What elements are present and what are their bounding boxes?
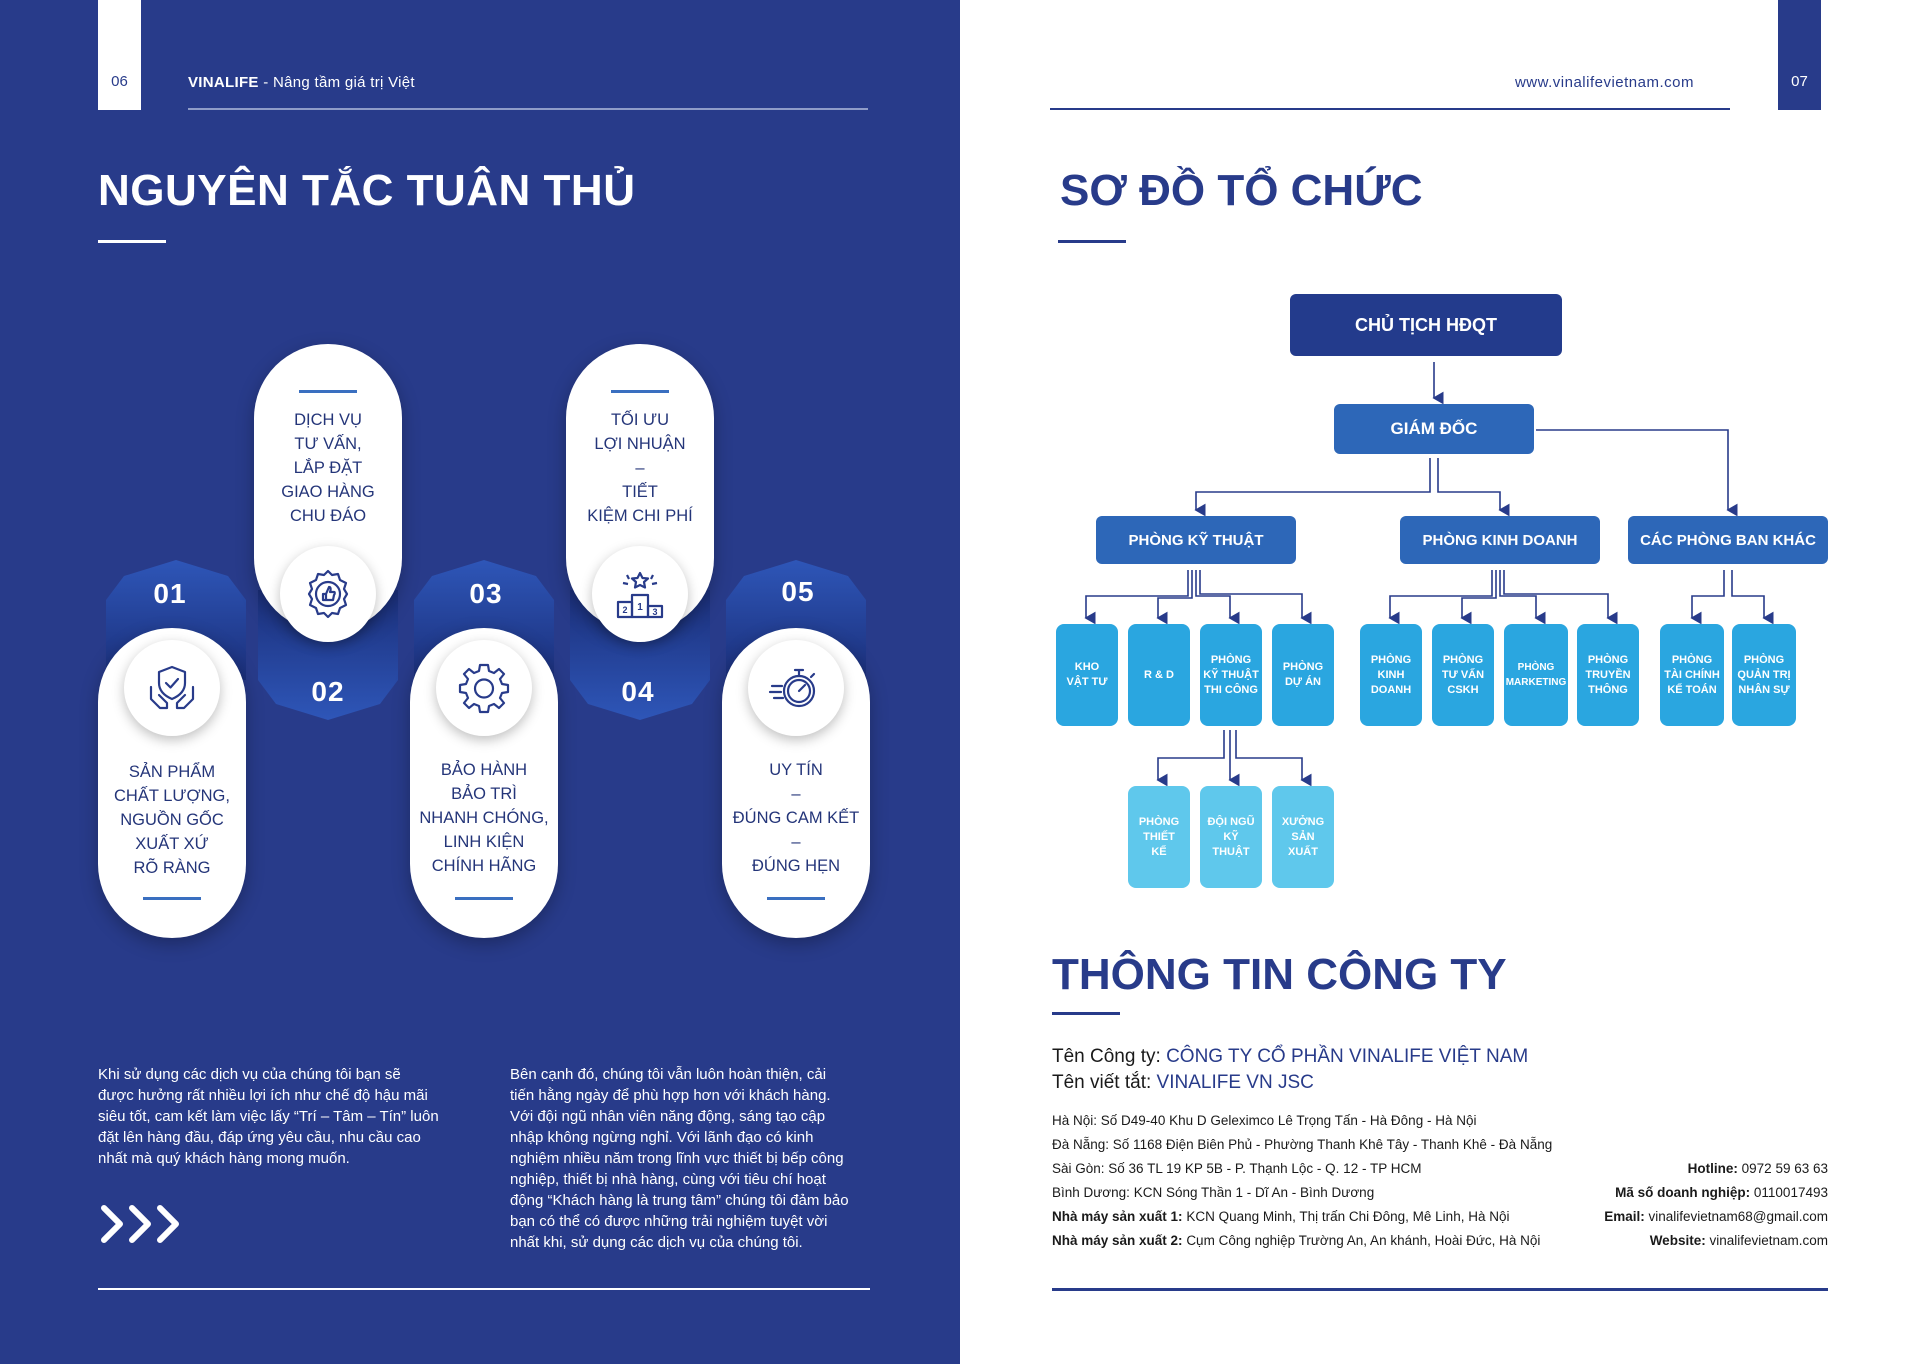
paragraph-line: Khi sử dụng các dịch vụ của chúng tôi bạn sẽ bbox=[98, 1066, 401, 1083]
principle-line: – bbox=[791, 833, 801, 851]
org-unit-customer-care bbox=[1432, 624, 1494, 726]
unit-label: THIẾT bbox=[1143, 830, 1175, 843]
unit-label: PHÒNG bbox=[1370, 653, 1412, 666]
principle-line: TIẾT bbox=[622, 483, 658, 501]
principle-line: – bbox=[791, 785, 801, 803]
page-number: 06 bbox=[98, 0, 141, 110]
principle-line: LẮP ĐẶT bbox=[293, 459, 363, 477]
address-label: Nhà máy sản xuất 2: bbox=[1052, 1233, 1187, 1248]
principle-line: SẢN PHẨM bbox=[128, 763, 216, 781]
paragraph-line: được hưởng rất nhiều lợi ích như chế độ hậu mãi bbox=[98, 1087, 428, 1104]
org-unit-tech-team bbox=[1200, 786, 1262, 888]
contact-email bbox=[1604, 1209, 1828, 1224]
right-page bbox=[960, 0, 1920, 1364]
unit-label: PHÒNG bbox=[1442, 653, 1484, 666]
chevron-arrows-icon bbox=[98, 1202, 194, 1251]
short-name: VINALIFE VN JSC bbox=[1156, 1072, 1314, 1093]
unit-label: XUẤT bbox=[1288, 845, 1318, 858]
unit-label: QUẢN TRỊ bbox=[1737, 668, 1791, 681]
unit-label: KẾ TOÁN bbox=[1667, 683, 1717, 696]
paragraph-line: Bên cạnh đó, chúng tôi vẫn luôn hoàn thiện, cải bbox=[510, 1066, 827, 1083]
contact-value: 0110017493 bbox=[1753, 1185, 1828, 1200]
principle-line: UY TÍN bbox=[769, 761, 823, 779]
unit-label: KHO bbox=[1074, 661, 1100, 673]
paragraph-line: tiến hằng ngày để phù hợp hơn với khách hàng. bbox=[510, 1087, 831, 1104]
svg-text:2: 2 bbox=[622, 605, 628, 615]
principle-line: TỐI ƯU bbox=[610, 411, 670, 429]
unit-label: ĐỘI NGŨ bbox=[1207, 815, 1255, 828]
paragraph-line: siêu tốt, cam kết làm việc lấy “Trí – Tâm – Tín” luôn bbox=[98, 1108, 439, 1125]
card-accent-line bbox=[299, 390, 357, 393]
paragraph-line: nhất khi, sử dụng các dịch vụ của chúng tôi. bbox=[510, 1234, 803, 1251]
header-divider bbox=[188, 108, 868, 110]
principle-line: RÕ RÀNG bbox=[133, 859, 211, 877]
address-label: Bình Dương: bbox=[1052, 1185, 1134, 1200]
address-label: Hà Nội: bbox=[1052, 1113, 1101, 1128]
org-box-chairman: CHỦ TỊCH HĐQT bbox=[1290, 294, 1562, 356]
contact-label: Website: bbox=[1649, 1233, 1710, 1248]
address-hanoi bbox=[1052, 1113, 1476, 1128]
principle-text bbox=[254, 408, 402, 528]
company-name-label: Tên Công ty: bbox=[1052, 1046, 1167, 1067]
org-unit-design bbox=[1128, 786, 1190, 888]
org-unit-marketing bbox=[1504, 624, 1568, 726]
principle-line: ĐÚNG HẸN bbox=[751, 857, 840, 875]
address-text: KCN Quang Minh, Thị trấn Chi Đông, Mê Linh, Hà Nội bbox=[1186, 1209, 1510, 1224]
principle-line: NHANH CHÓNG, bbox=[419, 809, 549, 827]
org-unit-finance bbox=[1660, 624, 1724, 726]
contact-label: Hotline: bbox=[1687, 1161, 1742, 1176]
page-number: 07 bbox=[1778, 0, 1821, 110]
paragraph-line: nhập không ngừng nghỉ. Với lãnh đạo có kinh bbox=[510, 1129, 814, 1146]
org-unit-sales bbox=[1360, 624, 1422, 726]
unit-label: THUẬT bbox=[1212, 845, 1250, 858]
paragraph-line: nghiệp, thiết bị nhà hàng, cùng với tiêu chí hoạt bbox=[510, 1171, 826, 1188]
contact-label: Mã số doanh nghiệp: bbox=[1615, 1185, 1754, 1200]
address-text: KCN Sóng Thần 1 - Dĩ An - Bình Dương bbox=[1133, 1185, 1375, 1200]
principle-line: CHÍNH HÃNG bbox=[431, 857, 537, 875]
principle-line: BẢO HÀNH bbox=[440, 761, 528, 779]
footer-divider bbox=[98, 1288, 870, 1290]
unit-label: PHÒNG bbox=[1282, 661, 1324, 673]
unit-label: MARKETING bbox=[1505, 677, 1567, 688]
unit-label: VẬT TƯ bbox=[1066, 676, 1108, 688]
paragraph-line: động “Khách hàng là trung tâm” chúng tôi đảm bảo bbox=[510, 1192, 849, 1209]
unit-label: KINH bbox=[1377, 668, 1405, 681]
contact-hotline bbox=[1688, 1161, 1828, 1176]
unit-label: KỸ bbox=[1223, 830, 1239, 843]
paragraph-line: nghiệm nhiều năm trong lĩnh vực thiết bị bếp công bbox=[510, 1150, 844, 1167]
card-accent-line bbox=[455, 897, 513, 900]
unit-label: THI CÔNG bbox=[1204, 683, 1258, 696]
principle-number: 02 bbox=[311, 676, 345, 707]
company-name: CÔNG TY CỔ PHẦN VINALIFE VIỆT NAM bbox=[1166, 1046, 1529, 1067]
contact-label: Email: bbox=[1604, 1209, 1649, 1224]
org-unit-rnd bbox=[1128, 624, 1190, 726]
contact-value: vinalifevietnam.com bbox=[1709, 1233, 1828, 1248]
award-badge-icon bbox=[280, 546, 376, 642]
address-binhduong bbox=[1052, 1185, 1374, 1200]
card-accent-line bbox=[611, 390, 669, 393]
org-unit-communications bbox=[1577, 624, 1639, 726]
card-accent-line bbox=[143, 897, 201, 900]
footer-divider bbox=[1052, 1288, 1828, 1291]
unit-label: PHÒNG bbox=[1210, 653, 1252, 666]
address-danang bbox=[1052, 1137, 1552, 1152]
title-underline bbox=[98, 240, 166, 243]
company-name-row bbox=[1052, 1046, 1528, 1068]
short-name-label: Tên viết tắt: bbox=[1052, 1072, 1157, 1093]
principle-text bbox=[566, 408, 714, 528]
contact-website bbox=[1650, 1233, 1828, 1248]
principle-line: DỊCH VỤ bbox=[294, 411, 362, 429]
company-info-title: THÔNG TIN CÔNG TY bbox=[1052, 950, 1507, 999]
unit-label: PHÒNG bbox=[1743, 653, 1785, 666]
address-text: Cụm Công nghiệp Trường An, An khánh, Hoài Đức, Hà Nội bbox=[1186, 1233, 1541, 1248]
unit-label: PHÒNG bbox=[1138, 815, 1180, 828]
header-website: www.vinalifevietnam.com bbox=[1514, 74, 1694, 91]
principle-line: CHẤT LƯỢNG, bbox=[114, 787, 230, 805]
principle-line: – bbox=[635, 459, 645, 477]
org-box-director: GIÁM ĐỐC bbox=[1334, 404, 1534, 454]
unit-label: R & D bbox=[1144, 668, 1174, 681]
address-label: Đà Nẵng: bbox=[1052, 1137, 1113, 1152]
unit-label: DỰ ÁN bbox=[1284, 676, 1321, 688]
unit-label: DOANH bbox=[1370, 683, 1412, 696]
paragraph-line: bạn có thể có được những trải nghiệm tuyệt vời bbox=[510, 1213, 828, 1230]
unit-label: XƯỞNG bbox=[1281, 815, 1325, 828]
stopwatch-icon bbox=[748, 640, 844, 736]
principle-line: NGUỒN GỐC bbox=[120, 811, 224, 829]
org-unit-warehouse bbox=[1056, 624, 1118, 726]
principle-text bbox=[410, 758, 558, 878]
org-unit-projects bbox=[1272, 624, 1334, 726]
page-title: NGUYÊN TẮC TUÂN THỦ bbox=[98, 166, 636, 215]
principle-line: GIAO HÀNG bbox=[281, 483, 375, 501]
detail-paragraph bbox=[510, 1064, 876, 1253]
unit-label: TƯ VẤN bbox=[1441, 668, 1485, 681]
intro-paragraph bbox=[98, 1064, 464, 1169]
principle-line: BẢO TRÌ bbox=[451, 785, 517, 803]
principle-line: TƯ VẤN, bbox=[294, 435, 362, 453]
org-box-dept-sales: PHÒNG KINH DOANH bbox=[1400, 516, 1600, 564]
principle-line: XUẤT XỨ bbox=[135, 835, 209, 853]
unit-label: TRUYỀN bbox=[1585, 668, 1631, 681]
podium-icon bbox=[592, 546, 688, 642]
card-accent-line bbox=[767, 897, 825, 900]
paragraph-line: nhất mà quý khách hàng mong muốn. bbox=[98, 1150, 350, 1167]
org-box-dept-technical: PHÒNG KỸ THUẬT bbox=[1096, 516, 1296, 564]
org-unit-workshop bbox=[1272, 786, 1334, 888]
unit-label: TÀI CHÍNH bbox=[1664, 668, 1720, 681]
unit-label: PHÒNG bbox=[1587, 653, 1629, 666]
org-chart-title: SƠ ĐỒ TỔ CHỨC bbox=[1060, 166, 1423, 215]
principle-line: CHU ĐÁO bbox=[289, 507, 367, 525]
svg-text:3: 3 bbox=[652, 607, 658, 617]
address-factory-1 bbox=[1052, 1209, 1509, 1224]
contact-value: 0972 59 63 63 bbox=[1741, 1161, 1828, 1176]
unit-label: KẾ bbox=[1151, 845, 1167, 858]
address-saigon bbox=[1052, 1161, 1421, 1176]
principle-number: 03 bbox=[469, 578, 503, 609]
principle-number: 01 bbox=[153, 578, 187, 609]
principle-number: 05 bbox=[781, 576, 815, 607]
address-factory-2 bbox=[1052, 1233, 1540, 1248]
svg-text:1: 1 bbox=[637, 602, 643, 613]
gear-icon bbox=[436, 640, 532, 736]
principle-line: LỢI NHUẬN bbox=[594, 435, 686, 453]
address-label: Nhà máy sản xuất 1: bbox=[1052, 1209, 1187, 1224]
contact-value: vinalifevietnam68@gmail.com bbox=[1648, 1209, 1828, 1224]
principle-line: LINH KIỆN bbox=[443, 833, 525, 851]
principle-line: KIỆM CHI PHÍ bbox=[587, 507, 693, 525]
principle-text bbox=[722, 758, 870, 878]
header-tagline: - Nâng tầm giá trị Việt bbox=[258, 74, 415, 91]
paragraph-line: đặt lên hàng đầu, đáp ứng yêu cầu, nhu cầu cao bbox=[98, 1129, 421, 1146]
paragraph-line: Với đội ngũ nhân viên năng động, sáng tạo cập bbox=[510, 1108, 826, 1125]
unit-label: KỸ THUẬT bbox=[1203, 668, 1259, 681]
unit-label: SẢN bbox=[1291, 830, 1315, 843]
unit-label: CSKH bbox=[1447, 683, 1479, 696]
address-text: Số 36 TL 19 KP 5B - P. Thạnh Lộc - Q. 12 - TP HCM bbox=[1108, 1161, 1422, 1176]
address-text: Số 1168 Điện Biên Phủ - Phường Thanh Khê Tây - Thanh Khê - Đà Nẵng bbox=[1112, 1137, 1553, 1152]
org-box-dept-other: CÁC PHÒNG BAN KHÁC bbox=[1628, 516, 1828, 564]
contact-tax-id bbox=[1615, 1185, 1828, 1200]
unit-label: PHÒNG bbox=[1671, 653, 1713, 666]
principle-text bbox=[98, 760, 246, 880]
address-label: Sài Gòn: bbox=[1052, 1161, 1109, 1176]
title-underline bbox=[1052, 1012, 1120, 1015]
header-brand: VINALIFE bbox=[188, 74, 259, 91]
unit-label: PHÒNG bbox=[1517, 662, 1555, 673]
principle-line: ĐÚNG CAM KẾT bbox=[732, 809, 860, 827]
principle-number: 04 bbox=[621, 676, 655, 707]
org-unit-hr bbox=[1732, 624, 1796, 726]
address-text: Số D49-40 Khu D Geleximco Lê Trọng Tấn - Hà Đông - Hà Nội bbox=[1100, 1113, 1477, 1128]
page-header bbox=[188, 74, 415, 91]
org-unit-construction bbox=[1200, 624, 1262, 726]
unit-label: THÔNG bbox=[1588, 683, 1628, 696]
shield-hands-icon bbox=[124, 640, 220, 736]
short-name-row bbox=[1052, 1072, 1314, 1094]
unit-label: NHÂN SỰ bbox=[1738, 683, 1790, 696]
